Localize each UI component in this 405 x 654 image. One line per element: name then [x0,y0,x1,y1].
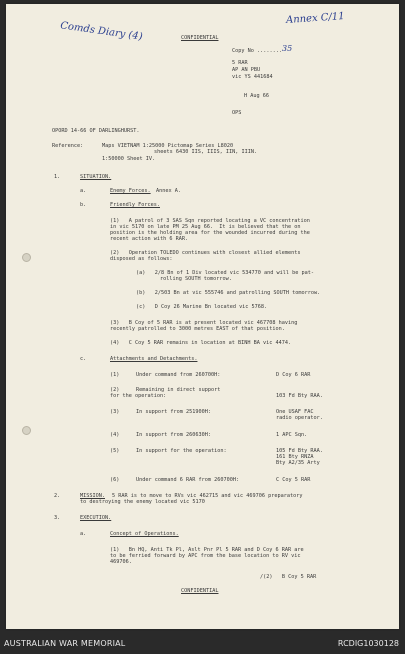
attachment-unit: D Coy 6 RAR [276,372,311,378]
paragraph-line: position is the holding area for the wounded incurred during the [110,230,310,236]
attachment-number: (2) [110,387,120,393]
order-date: H Aug 66 [244,93,269,99]
attachment-desc: Under command from 260700H: [136,372,221,378]
copy-number-label: Copy No ........ [232,48,282,54]
unit-name: 5 RAR [232,60,248,66]
attachment-unit: 105 Fd Bty RAA. [276,448,323,454]
section-3-title: EXECUTION. [80,515,112,521]
paragraph-line: in vic 5170 on late PM 25 Aug 66. It is believed that the on [110,224,301,230]
paragraph-line: (c) D Coy 26 Marine Bn located vic 5768. [136,304,268,310]
section-1c-number: c. [80,356,87,362]
paragraph-line: recent action with 6 RAR. [110,236,189,242]
attachment-desc: for the operation: [110,393,167,399]
attachment-desc: In support for the operation: [136,448,227,454]
order-title: OPORD 14-66 OF DARLINGHURST. [52,128,140,134]
section-3a-number: a. [80,531,87,537]
attachment-number: (5) [110,448,120,454]
paragraph-line: (b) 2/503 Bn at vic 555746 and patrolling SOUTH tomorrow. [136,290,321,296]
ops-label: OPS [232,110,242,116]
attachment-unit: 1 APC Sqn. [276,432,308,438]
paragraph-line: (3) B Coy of 5 RAR is at present located vic 467708 having [110,320,298,326]
attachment-desc: Remaining in direct support [136,387,221,393]
attachment-unit: 103 Fd Bty RAA. [276,393,323,399]
handwritten-copy-number: 35 [282,44,293,53]
attachment-number: (1) [110,372,120,378]
section-1-number: 1. [54,174,61,180]
section-1c-title: Attachments and Detachments. [110,356,198,362]
continuation-line: /(2) B Coy 5 RAR [260,574,317,580]
reference-line-2: sheets 6430 IIS, IIIS, IIN, IIIN. [154,149,258,155]
section-1-title: SITUATION. [80,174,112,180]
section-2-number: 2. [54,493,61,499]
attachment-desc: Under command 6 RAR from 260700H: [136,477,240,483]
archive-name: AUSTRALIAN WAR MEMORIAL [4,639,126,648]
reference-line-1: Maps VIETNAM 1:25000 Pictomap Series L8020 [102,143,234,149]
handwritten-note-top-left: Comds Diary (4) [59,20,144,43]
attachment-unit: radio operator. [276,415,323,421]
archive-record-id: RCDIG1030128 [337,639,399,648]
attachment-number: (3) [110,409,120,415]
paragraph-line: disposed as follows: [110,256,173,262]
classification-footer: CONFIDENTIAL [181,588,219,594]
paragraph-line: (2) Operation TOLEDO continues with closest allied elements [110,250,301,256]
attachment-unit: C Coy 5 RAR [276,477,311,483]
archive-footer-bar [0,632,405,654]
punch-hole [22,253,31,262]
attachment-number: (6) [110,477,120,483]
postal-unit: AP AN PBU [232,67,261,73]
section-1b-number: b. [80,202,87,208]
unit-location: vic YS 441684 [232,74,273,80]
reference-label: Reference: [52,143,84,149]
reference-line-3: 1:50000 Sheet IV. [102,156,156,162]
paragraph-line: (4) C Coy 5 RAR remains in location at BINH BA vic 4474. [110,340,292,346]
paragraph-line: (a) 2/8 Bn of 1 Div located vic 534770 and will be pat- [136,270,315,276]
paragraph-line: rolling SOUTH tomorrow. [160,276,232,282]
paragraph-line: recently patrolled to 3000 metres EAST of that position. [110,326,285,332]
section-3a-title: Concept of Operations. [110,531,179,537]
attachment-unit: 161 Bty RNZA [276,454,314,460]
handwritten-annex-note: Annex C/11 [285,10,345,27]
section-1a-number: a. [80,188,87,194]
mission-line-1: 5 RAR is to move to RVs vic 462715 and vic 469706 preparatory [112,493,303,499]
section-3-number: 3. [54,515,61,521]
section-2-title: MISSION. [80,493,105,499]
paragraph-line: to be ferried forward by APC from the base location to RV vic [110,553,301,559]
mission-line-2: to destroying the enemy located vic 5170 [80,499,205,505]
section-1a-title: Enemy Forces. [110,188,151,194]
attachment-unit: One USAF FAC [276,409,314,415]
section-1a-text: Annex A. [156,188,181,194]
attachment-number: (4) [110,432,120,438]
paragraph-line: (1) Bn HQ, Anti Tk Pl, Aslt Pnr Pl 5 RAR and D Coy 6 RAR are [110,547,304,553]
attachment-unit: Bty A2/35 Arty [276,460,320,466]
attachment-desc: In support from 251900H: [136,409,211,415]
section-1b-title: Friendly Forces. [110,202,160,208]
punch-hole [22,426,31,435]
paragraph-line: (1) A patrol of 3 SAS Sqn reported locating a VC concentration [110,218,310,224]
document-page [6,4,399,629]
attachment-desc: In support from 260630H: [136,432,211,438]
classification-header: CONFIDENTIAL [181,35,219,41]
paragraph-line: 469706. [110,559,132,565]
